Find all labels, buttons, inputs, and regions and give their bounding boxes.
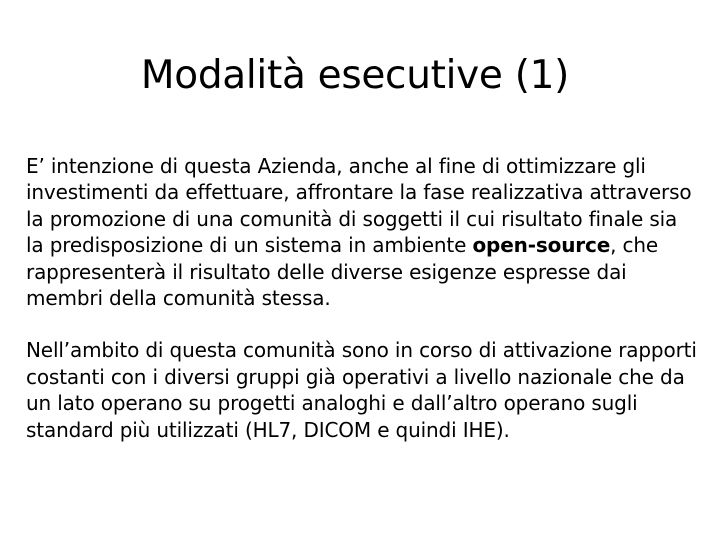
- slide-title: Modalità esecutive (1): [140, 53, 570, 98]
- paragraph-azienda-intent: [26, 153, 698, 311]
- slide-body: [26, 153, 698, 443]
- open-source-emphasis: open-source: [472, 233, 611, 258]
- paragraph1-text-after: , che rappresenterà il risultato delle diverse esigenze espresse dai membri della comunità stessa.: [26, 233, 659, 311]
- paragraph-community-relations: Nell’ambito di questa comunità sono in corso di attivazione rapporti costanti con i diversi gruppi già operativi a livello nazionale che da un lato operano su progetti analoghi e dall’altro operano sugli standard più utilizzati (HL7, DICOM e quindi IHE).: [26, 338, 697, 442]
- paragraph1-text-before: E’ intenzione di questa Azienda, anche al fine di ottimizzare gli investimenti da effettuare, affrontare la fase realizzativa attraverso la promozione di una comunità di soggetti il cui risultato finale sia la predisposizione di un sistema in ambiente: [26, 154, 692, 258]
